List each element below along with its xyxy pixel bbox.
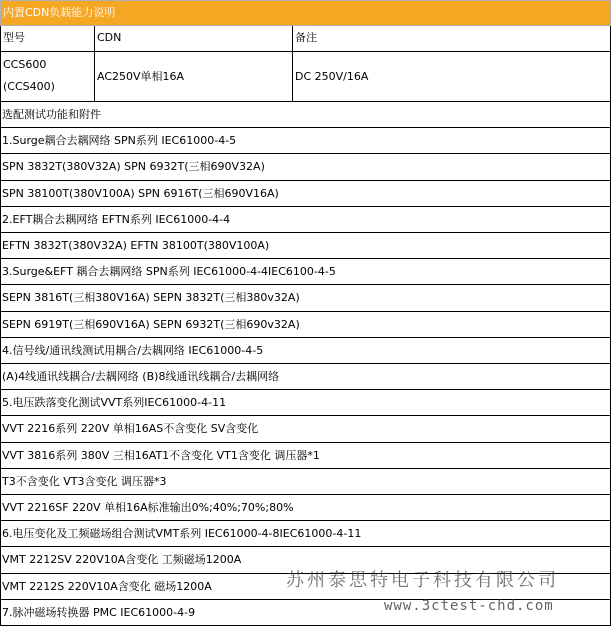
col-header-cdn: CDN	[95, 26, 293, 52]
table-row: T3不含变化 VT3含变化 调压器*3	[0, 469, 611, 495]
table-row: SPN 3832T(380V32A) SPN 6932T(三相690V32A)	[0, 154, 611, 181]
cdn-cell: AC250V单相16A	[95, 52, 293, 102]
table-row: (A)4线通讯线耦合/去耦网络 (B)8线通讯线耦合/去耦网络	[0, 364, 611, 390]
table-row: VVT 2216SF 220V 单相16A标准输出0%;40%;70%;80%	[0, 495, 611, 521]
table-row: VVT 2216系列 220V 单相16AS不含变化 SV含变化	[0, 416, 611, 443]
section-heading: 选配测试功能和附件	[0, 102, 611, 128]
note-cell: DC 250V/16A	[293, 52, 611, 102]
table-title: 内置CDN负载能力说明	[0, 0, 611, 26]
table-row: EFTN 3832T(380V32A) EFTN 38100T(380V100A)	[0, 233, 611, 259]
table-row: SEPN 3816T(三相380V16A) SEPN 3832T(三相380v32A)	[0, 285, 611, 312]
table-row: 5.电压跌落变化测试VVT系列IEC61000-4-11	[0, 390, 611, 416]
table-row: 1.Surge耦合去耦网络 SPN系列 IEC61000-4-5	[0, 128, 611, 154]
table-row: 4.信号线/通讯线测试用耦合/去耦网络 IEC61000-4-5	[0, 338, 611, 364]
watermark-company: 苏州泰思特电子科技有限公司	[286, 570, 559, 591]
watermark-url: www.3ctest-chd.com	[384, 598, 554, 614]
table-row: 3.Surge&EFT 耦合去耦网络 SPN系列 IEC61000-4-4IEC6100-4-5	[0, 259, 611, 285]
table-row: 7.脉冲磁场转换器 PMC IEC61000-4-9	[0, 600, 611, 626]
table-row: 2.EFT耦合去耦网络 EFTN系列 IEC61000-4-4	[0, 207, 611, 233]
table-row: SEPN 6919T(三相690V16A) SEPN 6932T(三相690v32A)	[0, 312, 611, 338]
table-row: SPN 38100T(380V100A) SPN 6916T(三相690V16A)	[0, 181, 611, 207]
model-line-2: (CCS400)	[3, 80, 55, 93]
col-header-model: 型号	[0, 26, 95, 52]
table-row: VMT 2212SV 220V10A含变化 工频磁场1200A	[0, 547, 611, 574]
model-line-1: CCS600	[3, 58, 47, 71]
table-row: VVT 3816系列 380V 三相16AT1不含变化 VT1含变化 调压器*1	[0, 443, 611, 469]
table-row: VMT 2212S 220V10A含变化 磁场1200A	[0, 574, 611, 600]
table-row: 6.电压变化及工频磁场组合测试VMT系列 IEC61000-4-8IEC61000-4-11	[0, 521, 611, 547]
model-cell	[0, 52, 95, 102]
col-header-note: 备注	[293, 26, 611, 52]
